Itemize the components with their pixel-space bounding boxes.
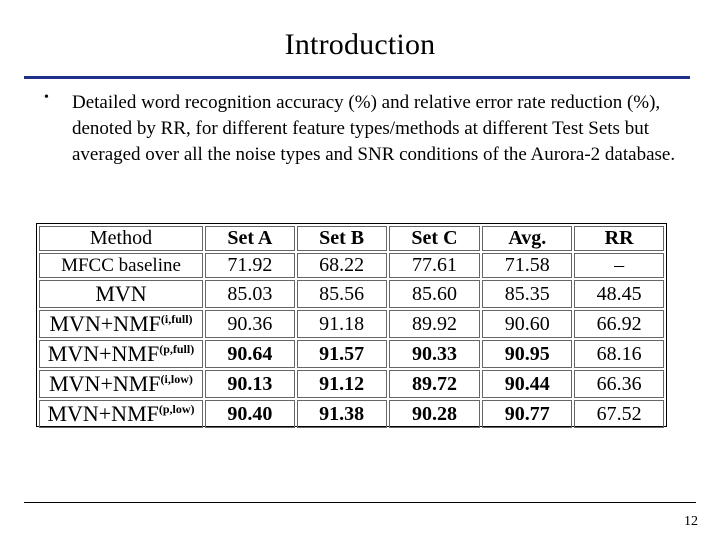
method-cell: [39, 310, 203, 338]
value-cell: 85.03: [205, 280, 295, 308]
value-cell: 68.16: [574, 340, 664, 368]
value-cell: 66.36: [574, 370, 664, 398]
value-cell: 90.33: [389, 340, 481, 368]
header-avg: Avg.: [482, 226, 572, 251]
method-label: MVN+NMF: [49, 371, 161, 396]
method-superscript: (i,full): [160, 312, 193, 326]
method-cell: [39, 370, 203, 398]
table-row: [39, 340, 664, 368]
header-rr: RR: [574, 226, 664, 251]
value-cell: 71.92: [205, 253, 295, 278]
table-header-row: [39, 226, 664, 251]
method-superscript: (p,full): [159, 342, 195, 356]
value-cell: 71.58: [482, 253, 572, 278]
method-superscript: (i,low): [160, 372, 193, 386]
bullet-icon: •: [44, 90, 49, 105]
value-cell: 89.72: [389, 370, 481, 398]
header-set-c: Set C: [389, 226, 481, 251]
title-divider: [24, 76, 690, 79]
table-row: [39, 310, 664, 338]
value-cell: 85.35: [482, 280, 572, 308]
value-cell: 48.45: [574, 280, 664, 308]
method-label: MVN+NMF: [49, 311, 161, 336]
results-table: [36, 223, 667, 427]
bullet-text: Detailed word recognition accuracy (%) and relative error rate reduction (%), denoted by RR, for different feature types/methods at different Test Sets but averaged over all the noise types and SNR conditions of the Aurora-2 database.: [72, 92, 676, 165]
header-set-b: Set B: [297, 226, 387, 251]
value-cell: 90.77: [482, 400, 572, 428]
slide-title: Introduction: [284, 28, 436, 61]
table-row: [39, 370, 664, 398]
method-cell: [39, 253, 203, 278]
header-set-a: Set A: [205, 226, 295, 251]
value-cell: 66.92: [574, 310, 664, 338]
value-cell: 90.36: [205, 310, 295, 338]
value-cell: 90.60: [482, 310, 572, 338]
value-cell: 91.18: [297, 310, 387, 338]
value-cell: 90.28: [389, 400, 481, 428]
header-method: Method: [39, 226, 203, 251]
value-cell: 89.92: [389, 310, 481, 338]
footer-divider: [24, 502, 696, 503]
method-label: MVN: [95, 281, 147, 306]
method-cell: [39, 400, 203, 428]
value-cell: 91.38: [297, 400, 387, 428]
value-cell: 90.95: [482, 340, 572, 368]
method-superscript: (p,low): [158, 402, 195, 416]
value-cell: 77.61: [389, 253, 481, 278]
method-label: MFCC baseline: [61, 254, 181, 276]
method-label: MVN+NMF: [47, 401, 159, 426]
value-cell: 90.64: [205, 340, 295, 368]
value-cell: 90.40: [205, 400, 295, 428]
value-cell: 90.44: [482, 370, 572, 398]
page-number: 12: [684, 514, 698, 529]
table-row: [39, 400, 664, 428]
value-cell: 85.56: [297, 280, 387, 308]
value-cell: 68.22: [297, 253, 387, 278]
method-label: MVN+NMF: [47, 341, 160, 366]
table-row: [39, 280, 664, 308]
method-cell: [39, 280, 203, 308]
value-cell: 67.52: [574, 400, 664, 428]
value-cell: 91.12: [297, 370, 387, 398]
method-cell: [39, 340, 203, 368]
value-cell: –: [574, 253, 664, 278]
value-cell: 91.57: [297, 340, 387, 368]
value-cell: 90.13: [205, 370, 295, 398]
table-row: [39, 253, 664, 278]
value-cell: 85.60: [389, 280, 481, 308]
